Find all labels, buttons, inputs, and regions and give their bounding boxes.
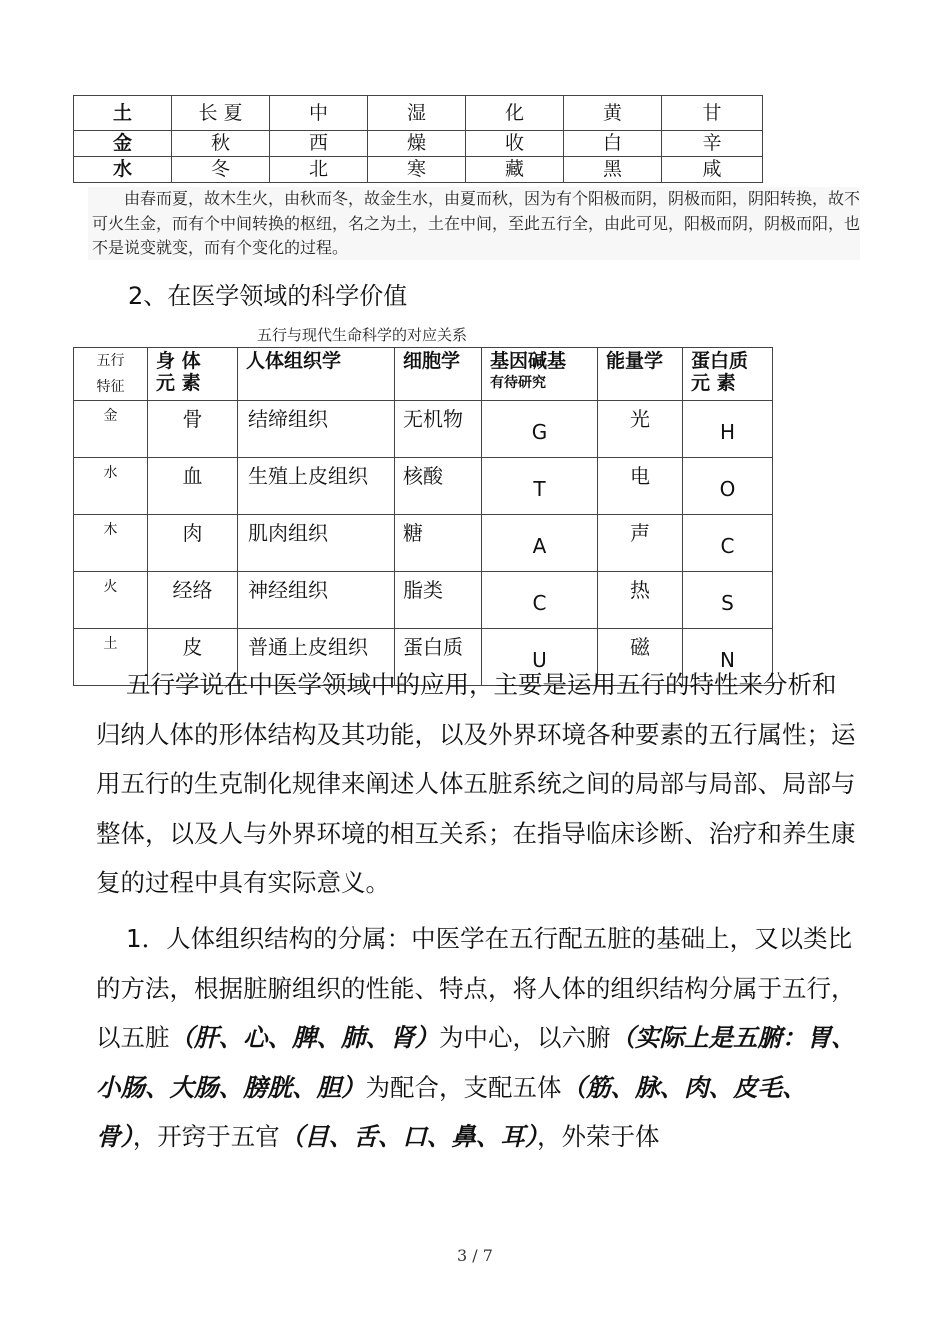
table-cell: 秋 <box>172 131 270 157</box>
table-cell: 经络 <box>148 572 238 629</box>
table-cell: 结缔组织 <box>238 401 395 458</box>
header-cell: 人体组织学 <box>238 348 395 401</box>
note-box <box>88 187 860 260</box>
table-cell: 藏 <box>466 157 564 183</box>
header-text: 特征 <box>96 379 125 395</box>
table-row <box>74 458 773 515</box>
body-paragraph <box>96 660 856 908</box>
table-cell: 辛 <box>662 131 763 157</box>
table-cell: 糖 <box>395 515 482 572</box>
emphasis-text: （肝、心、脾、肺、肾） <box>169 1023 439 1052</box>
table-cell: 声 <box>598 515 683 572</box>
table-cell: 血 <box>148 458 238 515</box>
table-row <box>74 401 773 458</box>
header-cell <box>683 348 773 401</box>
table-row <box>74 572 773 629</box>
table-cell: 核酸 <box>395 458 482 515</box>
header-text: 蛋白质 <box>691 350 749 372</box>
correspondence-table <box>73 347 773 686</box>
table-cell: 黑 <box>564 157 662 183</box>
header-cell <box>148 348 238 401</box>
table-cell: U <box>482 629 598 686</box>
table-cell: T <box>482 458 598 515</box>
body-paragraph <box>96 914 856 1162</box>
table-cell: 化 <box>466 96 564 131</box>
table-cell: 黄 <box>564 96 662 131</box>
table-cell: 中 <box>270 96 368 131</box>
emphasis-text: （实际上是五腑：胃、小肠、大肠、膀胱、胆） <box>96 1023 856 1102</box>
table-cell: 甘 <box>662 96 763 131</box>
header-text: 基因碱基 <box>490 350 567 372</box>
table-cell: 磁 <box>598 629 683 686</box>
table-row <box>74 96 763 131</box>
table-cell: H <box>683 401 773 458</box>
table-cell: 咸 <box>662 157 763 183</box>
paragraph-text: ，开窍于五官 <box>132 1122 280 1151</box>
emphasis-text: （筋、脉、肉、皮毛、骨） <box>96 1072 807 1151</box>
section-heading: 2、在医学领域的科学价值 <box>128 282 408 310</box>
table-cell: 湿 <box>368 96 466 131</box>
table-cell: C <box>482 572 598 629</box>
table-cell: 土 <box>74 96 172 131</box>
table-cell: 燥 <box>368 131 466 157</box>
note-text: 由春而夏，故木生火，由秋而冬，故金生水，由夏而秋，因为有个阳极而阴，阴极而阳，阴阳转换，故不可火生金，而有个中间转换的枢纽，名之为土，土在中间，至此五行全，由此可见，阳极而阴，阴极而阳，也不是说变就变，而有个变化的过程。 <box>92 189 861 257</box>
header-text: 身 体 <box>156 350 201 372</box>
table-cell: 水 <box>74 157 172 183</box>
table-cell: 白 <box>564 131 662 157</box>
table-cell: C <box>683 515 773 572</box>
table-cell: 西 <box>270 131 368 157</box>
table-cell: 普通上皮组织 <box>238 629 395 686</box>
table-cell: 光 <box>598 401 683 458</box>
table-cell: 热 <box>598 572 683 629</box>
paragraph-text: 1．人体组织结构的分属：中医学在五行配五脏的基础上，又以类比的方法，根据脏腑组织的性能、特点，将人体的组织结构分属于五行，以五脏 <box>96 924 856 1052</box>
table-cell: 电 <box>598 458 683 515</box>
table-cell: 皮 <box>148 629 238 686</box>
header-subtext: 有待研究 <box>490 375 546 391</box>
header-text: 元 素 <box>156 372 201 394</box>
table-cell: 北 <box>270 157 368 183</box>
table-cell: 金 <box>74 401 148 458</box>
table-row <box>74 515 773 572</box>
table-cell: 寒 <box>368 157 466 183</box>
paragraph-text: ，外荣于体 <box>537 1122 660 1151</box>
table-cell: A <box>482 515 598 572</box>
table-cell: 长 夏 <box>172 96 270 131</box>
paragraph-text: 五行学说在中医学领域中的应用，主要是运用五行的特性来分析和归纳人体的形体结构及其功能，以及外界环境各种要素的五行属性；运用五行的生克制化规律来阐述人体五脏系统之间的局部与局部、局部与整体，以及人与外界环境的相互关系；在指导临床诊断、治疗和养生康复的过程中具有实际意义。 <box>96 670 856 897</box>
element-attribute-table <box>73 95 763 183</box>
paragraph-text: 为中心，以六腑 <box>439 1023 611 1052</box>
header-cell: 能量学 <box>598 348 683 401</box>
table-cell: 冬 <box>172 157 270 183</box>
table-cell: 水 <box>74 458 148 515</box>
table-cell: 火 <box>74 572 148 629</box>
table-cell: 木 <box>74 515 148 572</box>
header-cell <box>74 348 148 401</box>
table-cell: 金 <box>74 131 172 157</box>
table-cell: 脂类 <box>395 572 482 629</box>
header-cell: 细胞学 <box>395 348 482 401</box>
header-text: 五行 <box>96 353 125 369</box>
emphasis-text: （目、舌、口、鼻、耳） <box>279 1122 537 1151</box>
table-cell: 骨 <box>148 401 238 458</box>
paragraph-text: 为配合，支配五体 <box>365 1072 562 1102</box>
table-header-row <box>74 348 773 401</box>
table-cell: G <box>482 401 598 458</box>
table-cell: 肉 <box>148 515 238 572</box>
table-cell: 土 <box>74 629 148 686</box>
table-cell: S <box>683 572 773 629</box>
table-caption: 五行与现代生命科学的对应关系 <box>257 326 468 344</box>
table-row <box>74 157 763 183</box>
table-cell: 肌肉组织 <box>238 515 395 572</box>
table-cell: 神经组织 <box>238 572 395 629</box>
table-cell: 蛋白质 <box>395 629 482 686</box>
header-cell <box>482 348 598 401</box>
header-text: 元 素 <box>691 372 736 394</box>
table-cell: 收 <box>466 131 564 157</box>
table-cell: O <box>683 458 773 515</box>
page-number: 3 / 7 <box>457 1246 493 1265</box>
table-cell: 无机物 <box>395 401 482 458</box>
table-cell: 生殖上皮组织 <box>238 458 395 515</box>
table-cell: N <box>683 629 773 686</box>
table-row <box>74 131 763 157</box>
